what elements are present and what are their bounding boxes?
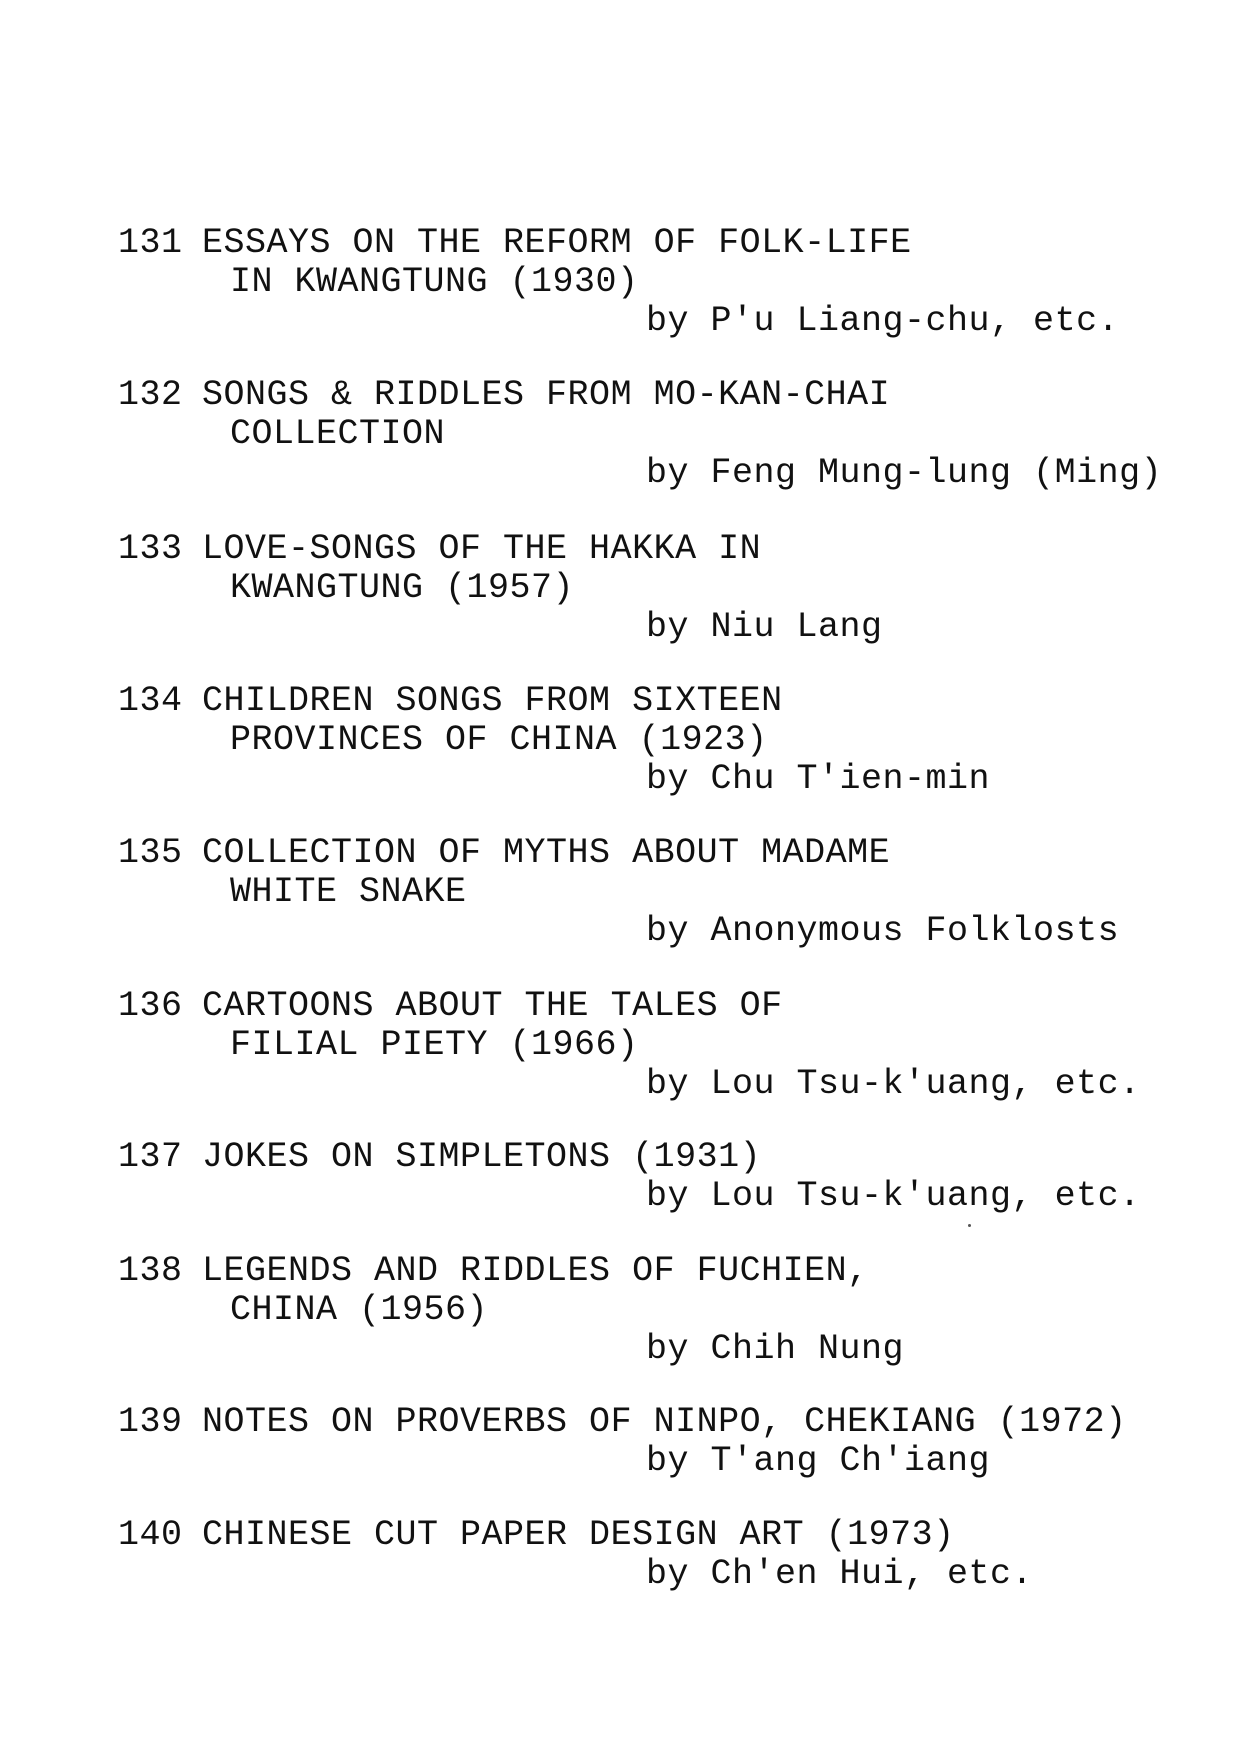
entry-title: SONGS & RIDDLES FROM MO-KAN-CHAI — [202, 375, 891, 415]
entry-author: by Niu Lang — [646, 607, 883, 647]
entry-title: CHILDREN SONGS FROM SIXTEEN — [202, 681, 783, 721]
scan-speck — [968, 1224, 971, 1227]
catalog-entry — [118, 1516, 1208, 1594]
catalog-entry — [118, 224, 1208, 341]
entry-number: 133 — [118, 529, 183, 569]
catalog-entry — [118, 1252, 1208, 1369]
entry-number: 140 — [118, 1515, 183, 1555]
entry-title-continued: KWANGTUNG (1957) — [230, 568, 575, 608]
entry-number: 136 — [118, 986, 183, 1026]
entry-title-continued: COLLECTION — [230, 414, 446, 454]
entry-title: CHINESE CUT PAPER DESIGN ART (1973) — [202, 1515, 955, 1555]
entry-author: by P'u Liang-chu, etc. — [646, 301, 1120, 341]
entry-number: 135 — [118, 833, 183, 873]
entry-author: by Ch'en Hui, etc. — [646, 1554, 1034, 1594]
catalog-entry — [118, 987, 1208, 1104]
entry-author: by Chu T'ien-min — [646, 759, 991, 799]
entry-author: by Chih Nung — [646, 1329, 905, 1369]
entry-number: 139 — [118, 1402, 183, 1442]
catalog-entry — [118, 682, 1208, 799]
entry-number: 131 — [118, 223, 183, 263]
entry-title: ESSAYS ON THE REFORM OF FOLK-LIFE — [202, 223, 912, 263]
entry-title: JOKES ON SIMPLETONS (1931) — [202, 1137, 762, 1177]
entry-title-continued: PROVINCES OF CHINA (1923) — [230, 720, 768, 760]
catalog-entry — [118, 1138, 1208, 1216]
catalog-entry — [118, 1403, 1208, 1481]
entry-title: NOTES ON PROVERBS OF NINPO, CHEKIANG (1972) — [202, 1402, 1127, 1442]
entry-author: by Feng Mung-lung (Ming) — [646, 453, 1163, 493]
entry-author: by Lou Tsu-k'uang, etc. — [646, 1176, 1141, 1216]
entry-title: CARTOONS ABOUT THE TALES OF — [202, 986, 783, 1026]
entry-title: COLLECTION OF MYTHS ABOUT MADAME — [202, 833, 891, 873]
catalog-entry — [118, 376, 1208, 493]
entry-author: by T'ang Ch'iang — [646, 1441, 991, 1481]
entry-title: LOVE-SONGS OF THE HAKKA IN — [202, 529, 762, 569]
entry-number: 137 — [118, 1137, 183, 1177]
entry-title-continued: WHITE SNAKE — [230, 872, 467, 912]
entry-title-continued: IN KWANGTUNG (1930) — [230, 262, 639, 302]
entry-number: 134 — [118, 681, 183, 721]
entry-title: LEGENDS AND RIDDLES OF FUCHIEN, — [202, 1251, 869, 1291]
catalog-entry — [118, 530, 1208, 647]
entry-number: 132 — [118, 375, 183, 415]
entry-title-continued: CHINA (1956) — [230, 1290, 489, 1330]
entry-number: 138 — [118, 1251, 183, 1291]
entry-author: by Lou Tsu-k'uang, etc. — [646, 1064, 1141, 1104]
entry-author: by Anonymous Folklosts — [646, 911, 1120, 951]
entry-title-continued: FILIAL PIETY (1966) — [230, 1025, 639, 1065]
catalog-entry — [118, 834, 1208, 951]
